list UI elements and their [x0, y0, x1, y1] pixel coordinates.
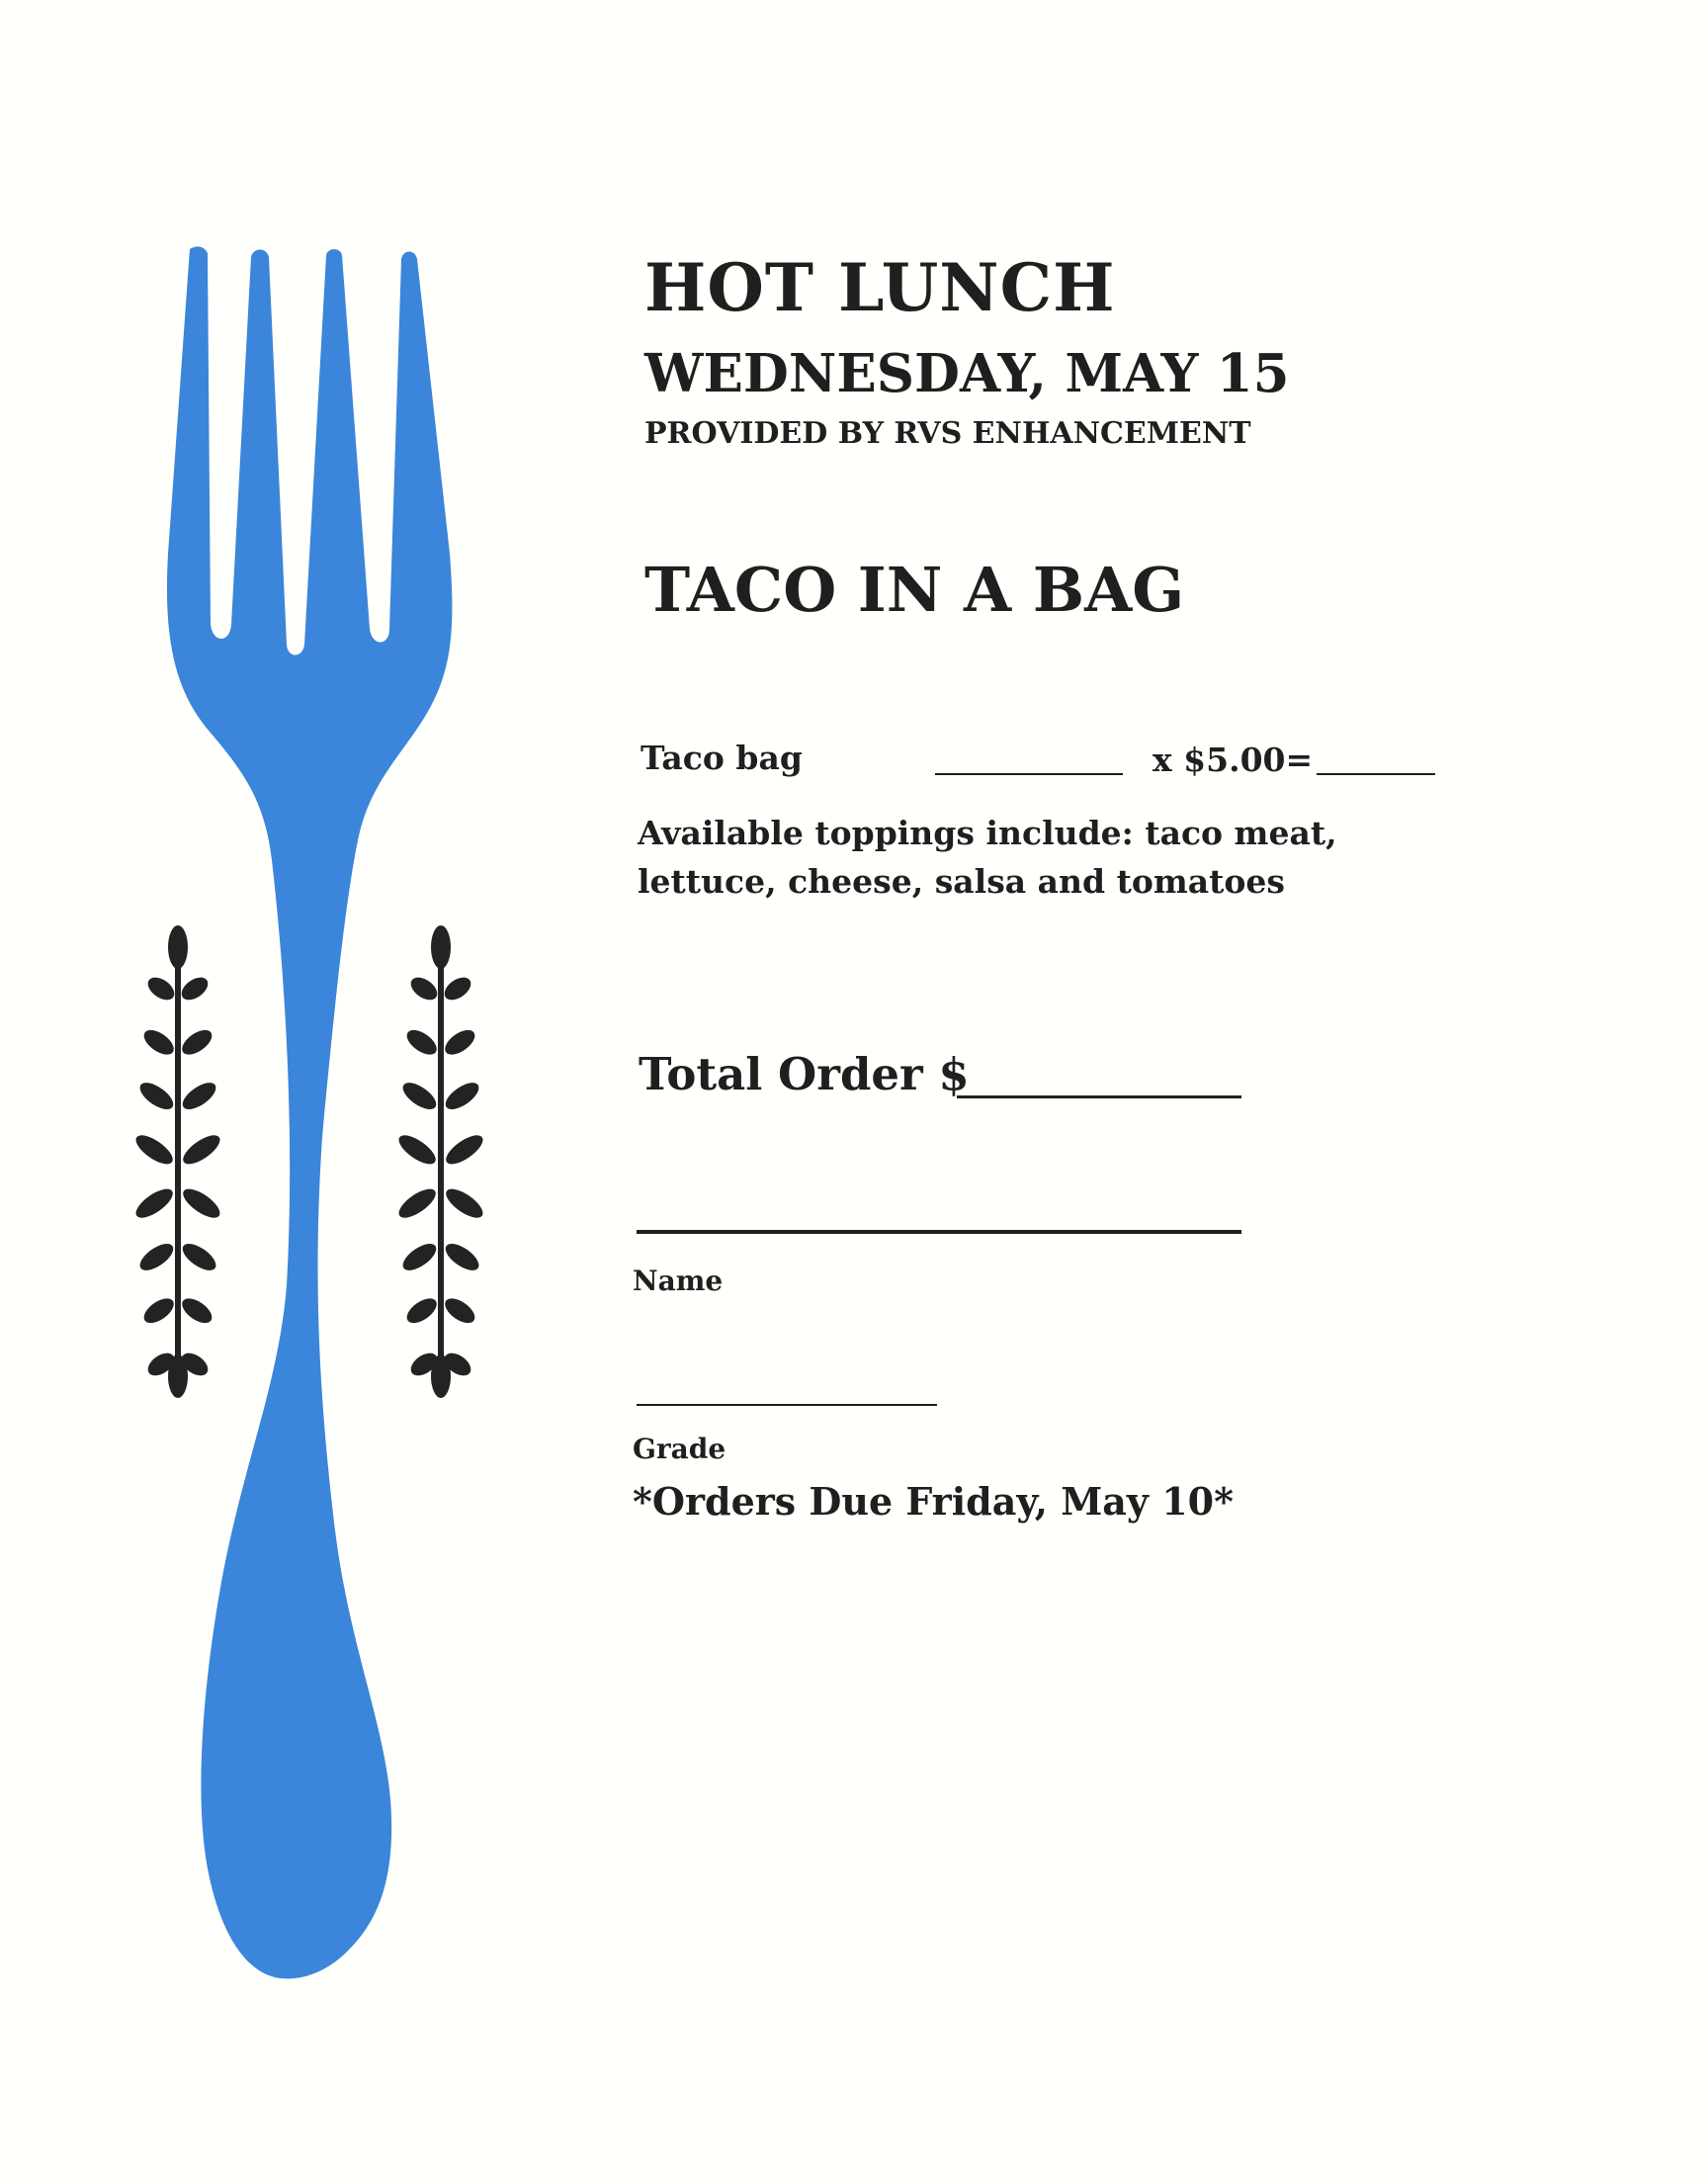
total-blank[interactable]	[957, 1095, 1241, 1098]
item-label: Taco bag	[640, 739, 803, 777]
subtotal-blank[interactable]	[1317, 773, 1435, 775]
due-notice: *Orders Due Friday, May 10*	[633, 1479, 1234, 1524]
provider-line: PROVIDED BY RVS ENHANCEMENT	[644, 416, 1251, 451]
name-label: Name	[633, 1265, 724, 1297]
leaf-sprig-icon	[131, 925, 224, 1398]
flyer-title: HOT LUNCH	[644, 249, 1116, 326]
name-line[interactable]	[637, 1230, 1241, 1234]
fork-icon	[0, 0, 514, 2183]
leaf-sprig-icon	[394, 925, 487, 1398]
item-price: x $5.00=	[1153, 741, 1314, 779]
total-label: Total Order $	[639, 1048, 970, 1100]
grade-line[interactable]	[637, 1404, 937, 1406]
toppings-text: Available toppings include: taco meat, lettuce, cheese, salsa and tomatoes	[638, 814, 1337, 901]
menu-title: TACO IN A BAG	[644, 554, 1185, 626]
event-date: WEDNESDAY, MAY 15	[644, 343, 1290, 404]
grade-label: Grade	[633, 1433, 726, 1465]
quantity-blank[interactable]	[935, 773, 1123, 775]
